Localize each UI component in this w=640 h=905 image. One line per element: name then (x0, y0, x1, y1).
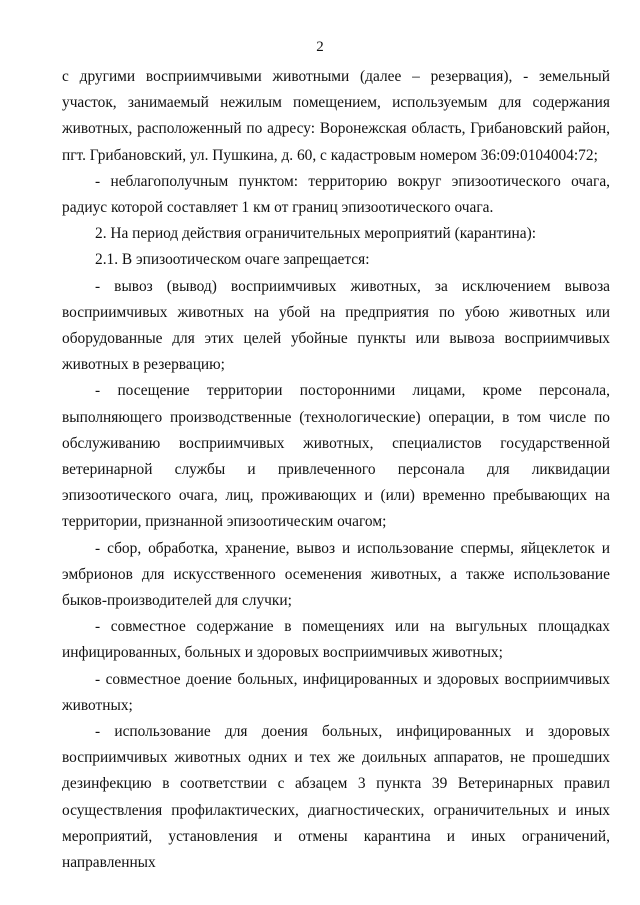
paragraph-joint-milking: - совместное доение больных, инфицированных и здоровых восприимчивых животных; (62, 670, 610, 714)
paragraph-animal-removal: - вывоз (вывод) восприимчивых животных, за исключением вывоза восприимчивых животных на убой на предприятия по убою животных или оборудованные для этих целей убойные пункты или вывоза восприимчивых животных в резервацию; (62, 277, 610, 374)
paragraph-visiting-territory: - посещение территории посторонними лицами, кроме персонала, выполняющего производственные (технологические) операции, в том числе по обслуживанию восприимчивых животных, специалистов государственной ветеринарной службы и привлеченного персонала для ликвидации эпизоотического очага, лиц, проживающих и (или) временно пребывающих на территории, признанной эпизоотическим очагом; (62, 382, 610, 531)
page-number: 2 (316, 39, 324, 55)
paragraph-reservation-continuation: с другими восприимчивыми животными (далее – резервация), - земельный участок, занимаемый нежилым помещением, используемым для содержания животных, расположенный по адресу: Воронежская область, Грибановский район, пгт. Грибановский, ул. Пушкина, д. 60, с кадастровым номером 36:09:0104004:72; (62, 68, 610, 164)
paragraph-milking-machines: - использование для доения больных, инфицированных и здоровых восприимчивых животных одних и тех же доильных аппаратов, не прошедших дезинфекцию в соответствии с абзацем 3 пункта 39 Ветеринарных правил осуществления профилактических, диагностических, ограничительных и иных мероприятий, установления и отмены карантина и иных ограничений, направленных (62, 723, 610, 872)
document-body (62, 64, 610, 876)
paragraph-unfavorable-point: - неблагополучным пунктом: территорию вокруг эпизоотического очага, радиус которой составляет 1 км от границ эпизоотического очага. (62, 172, 610, 217)
paragraph-joint-keeping: - совместное содержание в помещениях или на выгульных площадках инфицированных, больных и здоровых восприимчивых животных; (62, 618, 610, 662)
paragraph-quarantine-period: 2. На период действия ограничительных мероприятий (карантина): (95, 225, 537, 243)
paragraph-outbreak-prohibitions: 2.1. В эпизоотическом очаге запрещается: (95, 251, 370, 269)
paragraph-sperm-collection: - сбор, обработка, хранение, вывоз и использование спермы, яйцеклеток и эмбрионов для искусственного осеменения животных, а также использование быков-производителей для случки; (62, 539, 610, 610)
